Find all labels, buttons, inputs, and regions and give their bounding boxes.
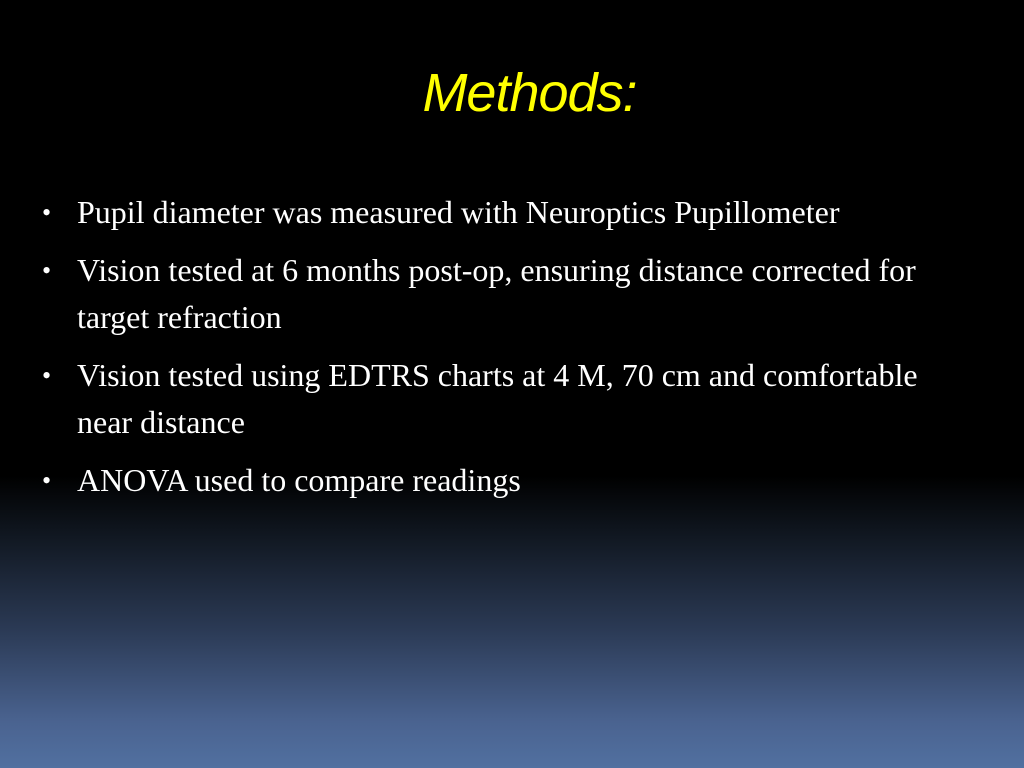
bullet-item [40, 247, 940, 341]
bullet-marker-icon: • [42, 256, 52, 285]
bullet-marker-icon: • [42, 361, 52, 390]
bullet-text: ANOVA used to compare readings [77, 462, 521, 498]
slide-title: Methods: [422, 63, 637, 123]
bullet-list [40, 189, 940, 515]
bullet-item [40, 189, 940, 236]
bullet-text: Vision tested using EDTRS charts at 4 M, 70 cm and comfortable near distance [77, 357, 918, 440]
bullet-item [40, 457, 940, 504]
bullet-text: Vision tested at 6 months post-op, ensuring distance corrected for target refraction [77, 252, 916, 335]
bullet-text: Pupil diameter was measured with Neuroptics Pupillometer [77, 194, 840, 230]
bullet-marker-icon: • [42, 466, 52, 495]
bullet-marker-icon: • [42, 198, 52, 227]
bullet-item [40, 352, 940, 446]
